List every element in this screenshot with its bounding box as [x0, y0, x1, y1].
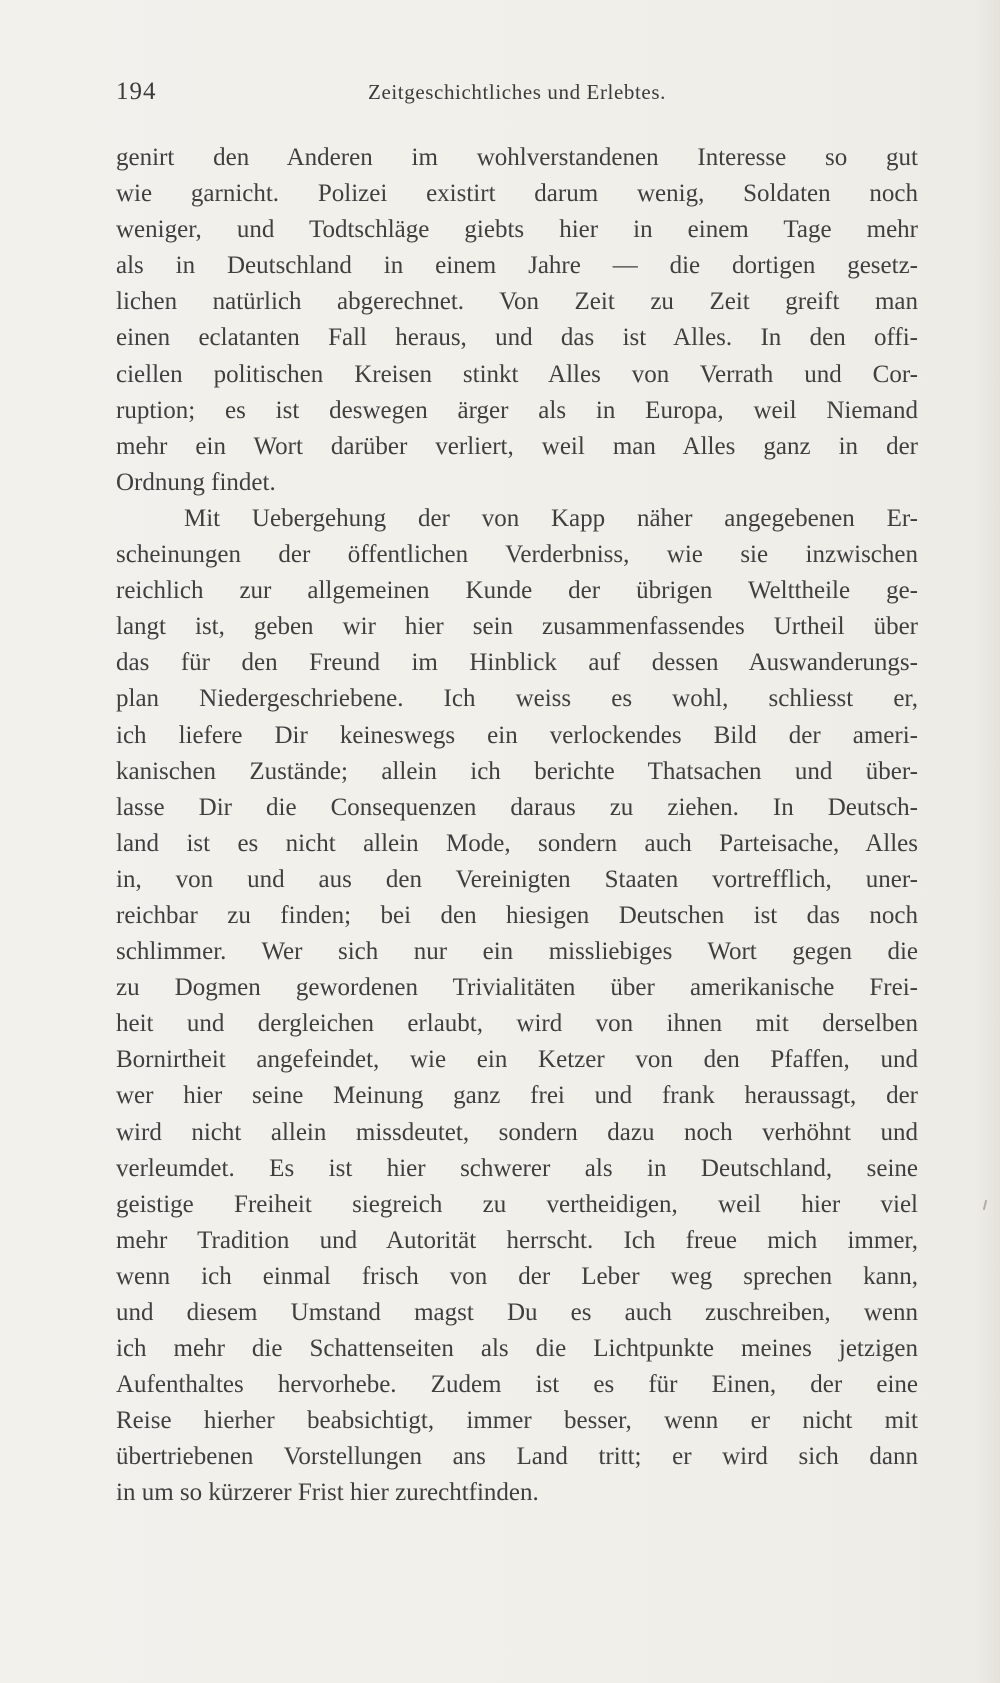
body-text: [116, 140, 918, 1512]
page-header: [116, 78, 918, 110]
text-line: als in Deutschland in einem Jahre — die dortigen gesetz-: [116, 252, 918, 280]
text-line: heit und dergleichen erlaubt, wird von ihnen mit derselben: [116, 1010, 918, 1038]
text-line: plan Niedergeschriebene. Ich weiss es wohl, schliesst er,: [116, 685, 918, 713]
text-line: wer hier seine Meinung ganz frei und frank heraussagt, der: [116, 1082, 918, 1110]
text-line: übertriebenen Vorstellungen ans Land tritt; er wird sich dann: [116, 1443, 918, 1471]
text-line: ciellen politischen Kreisen stinkt Alles von Verrath und Cor-: [116, 360, 918, 388]
text-line: schlimmer. Wer sich nur ein missliebiges Wort gegen die: [116, 938, 918, 966]
text-line: scheinungen der öffentlichen Verderbniss, wie sie inzwischen: [116, 541, 918, 569]
text-line: geistige Freiheit siegreich zu vertheidigen, weil hier viel: [116, 1190, 918, 1218]
text-line: zu Dogmen gewordenen Trivialitäten über amerikanische Frei-: [116, 974, 918, 1002]
text-line: Mit Uebergehung der von Kapp näher angegebenen Er-: [184, 504, 918, 532]
text-line: ruption; es ist deswegen ärger als in Europa, weil Niemand: [116, 396, 918, 424]
text-line: in um so kürzerer Frist hier zurechtfinden.: [116, 1479, 539, 1507]
text-line: in, von und aus den Vereinigten Staaten vortrefflich, uner-: [116, 865, 918, 893]
text-line: und diesem Umstand magst Du es auch zuschreiben, wenn: [116, 1299, 918, 1326]
text-line: reichlich zur allgemeinen Kunde der übrigen Welttheile ge-: [116, 577, 918, 605]
text-line: Ordnung findet.: [116, 468, 276, 496]
text-line: ich mehr die Schattenseiten als die Lichtpunkte meines jetzigen: [116, 1335, 918, 1363]
text-line: mehr ein Wort darüber verliert, weil man Alles ganz in der: [116, 432, 918, 460]
text-line: reichbar zu finden; bei den hiesigen Deutschen ist das noch: [116, 901, 918, 929]
text-line: wenn ich einmal frisch von der Leber weg sprechen kann,: [116, 1262, 918, 1290]
page-edge-shadow: [974, 0, 1000, 1683]
text-line: wie garnicht. Polizei existirt darum wenig, Soldaten noch: [116, 180, 918, 208]
text-line: mehr Tradition und Autorität herrscht. Ich freue mich immer,: [116, 1226, 918, 1254]
text-line: lichen natürlich abgerechnet. Von Zeit zu Zeit greift man: [116, 288, 918, 316]
text-line: ich liefere Dir keineswegs ein verlockendes Bild der ameri-: [116, 721, 918, 749]
text-line: das für den Freund im Hinblick auf dessen Auswanderungs-: [116, 649, 918, 677]
text-line: verleumdet. Es ist hier schwerer als in Deutschland, seine: [116, 1154, 918, 1182]
text-line: einen eclatanten Fall heraus, und das ist Alles. In den offi-: [116, 324, 918, 352]
text-line: land ist es nicht allein Mode, sondern auch Parteisache, Alles: [116, 829, 918, 857]
text-line: Aufenthaltes hervorhebe. Zudem ist es für Einen, der eine: [116, 1371, 918, 1399]
text-line: weniger, und Todtschläge giebts hier in einem Tage mehr: [116, 216, 918, 244]
page-number: 194: [116, 78, 157, 105]
text-line: langt ist, geben wir hier sein zusammenfassendes Urtheil über: [116, 613, 918, 641]
running-title: Zeitgeschichtliches und Erlebtes.: [368, 80, 666, 104]
text-line: wird nicht allein missdeutet, sondern dazu noch verhöhnt und: [116, 1118, 918, 1146]
text-line: genirt den Anderen im wohlverstandenen Interesse so gut: [116, 144, 918, 171]
text-line: Reise hierher beabsichtigt, immer besser, wenn er nicht mit: [116, 1407, 918, 1435]
text-line: lasse Dir die Consequenzen daraus zu ziehen. In Deutsch-: [116, 793, 918, 821]
text-line: kanischen Zustände; allein ich berichte Thatsachen und über-: [116, 757, 918, 785]
text-line: Bornirtheit angefeindet, wie ein Ketzer von den Pfaffen, und: [116, 1046, 918, 1074]
